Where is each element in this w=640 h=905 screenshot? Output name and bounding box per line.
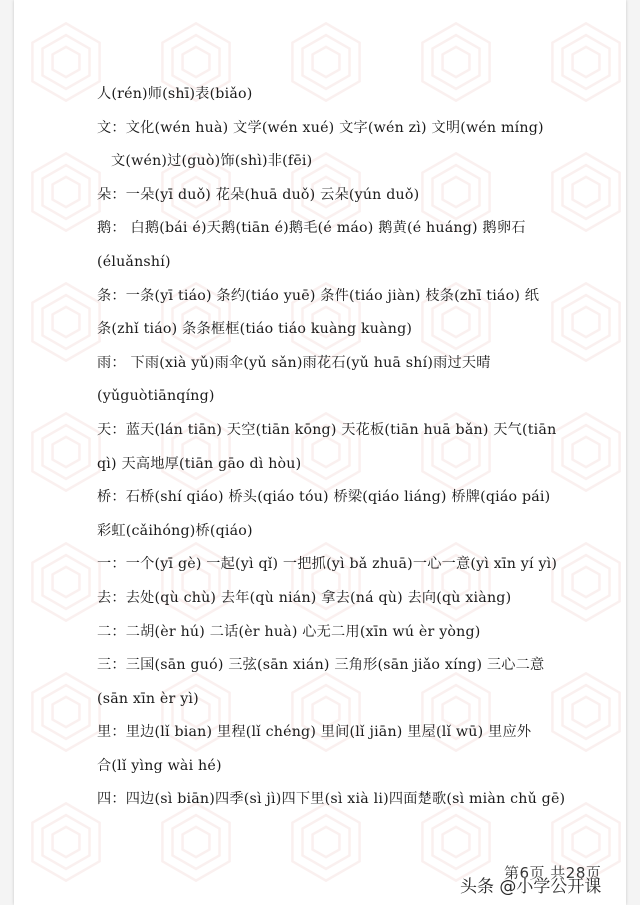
vocab-line: 四：四边(sì biān)四季(sì jì)四下里(sì xià li)四面楚歌(sì miàn chǔ gē) [97, 791, 566, 808]
hexagon-watermark-icon [24, 670, 108, 754]
vocab-line: 条(zhǐ tiáo) 条条框框(tiáo tiáo kuàng kuàng) [97, 321, 413, 338]
vocab-line: qì) 天高地厚(tiān gāo dì hòu) [97, 455, 302, 472]
document-page [14, 0, 626, 905]
vocab-line: 去：去处(qù chù) 去年(qù nián) 拿去(ná qù) 去向(qù xiàng) [97, 589, 512, 606]
vocab-line: 二：二胡(èr hú) 二话(èr huà) 心无二用(xīn wú èr yòng) [97, 623, 481, 640]
hexagon-watermark-icon [24, 540, 108, 624]
source-watermark-text: 头条 @小学公开课 [460, 877, 602, 897]
vocab-line: 彩虹(cǎihóng)桥(qiáo) [97, 522, 253, 539]
vocab-line: 文(wén)过(guò)饰(shì)非(fēi) [111, 153, 313, 170]
vocab-line: 文：文化(wén huà) 文学(wén xué) 文字(wén zì) 文明(wén míng) [97, 119, 544, 136]
vocab-line: (éluǎnshí) [97, 253, 171, 270]
hexagon-watermark-icon [24, 20, 108, 104]
vocab-line: 桥：石桥(shí qiáo) 桥头(qiáo tóu) 桥梁(qiáo liáng) 桥牌(qiáo pái) [97, 489, 551, 506]
vocabulary-list [97, 78, 567, 817]
vocab-line: (sān xīn èr yì) [97, 690, 199, 707]
vocab-line: 里：里边(lǐ bian) 里程(lǐ chéng) 里间(lǐ jiān) 里屋(lǐ wū) 里应外 [97, 724, 532, 741]
vocab-line: 朵：一朵(yī duǒ) 花朵(huā duǒ) 云朵(yún duǒ) [97, 186, 420, 203]
vocab-line: 一：一个(yī gè) 一起(yì qǐ) 一把抓(yì bǎ zhuā)一心一意(yì xīn yí yì) [97, 556, 558, 573]
page-number: 第6页 共28页 [504, 864, 602, 882]
hexagon-watermark-icon [24, 800, 108, 884]
vocab-line: 三：三国(sān guó) 三弦(sān xián) 三角形(sān jiǎo xíng) 三心二意 [97, 657, 545, 674]
hexagon-watermark-icon [24, 280, 108, 364]
hexagon-watermark-icon [24, 410, 108, 494]
vocab-line: 合(lǐ yìng wài hé) [97, 757, 222, 774]
vocab-line: 天：蓝天(lán tiān) 天空(tiān kōng) 天花板(tiān huā bǎn) 天气(tiān [97, 421, 557, 438]
vocab-line: 条：一条(yī tiáo) 条约(tiáo yuē) 条件(tiáo jiàn) 枝条(zhī tiáo) 纸 [97, 287, 540, 304]
vocab-line: 鹅： 白鹅(bái é)天鹅(tiān é)鹅毛(é máo) 鹅黄(é huáng) 鹅卵石 [97, 220, 526, 237]
vocab-line: 人(rén)师(shī)表(biǎo) [97, 86, 253, 102]
hexagon-watermark-icon [24, 150, 108, 234]
vocab-line: 雨： 下雨(xià yǔ)雨伞(yǔ sǎn)雨花石(yǔ huā shí)雨过天晴 [97, 354, 491, 371]
vocab-line: (yǔguòtiānqíng) [97, 388, 215, 405]
